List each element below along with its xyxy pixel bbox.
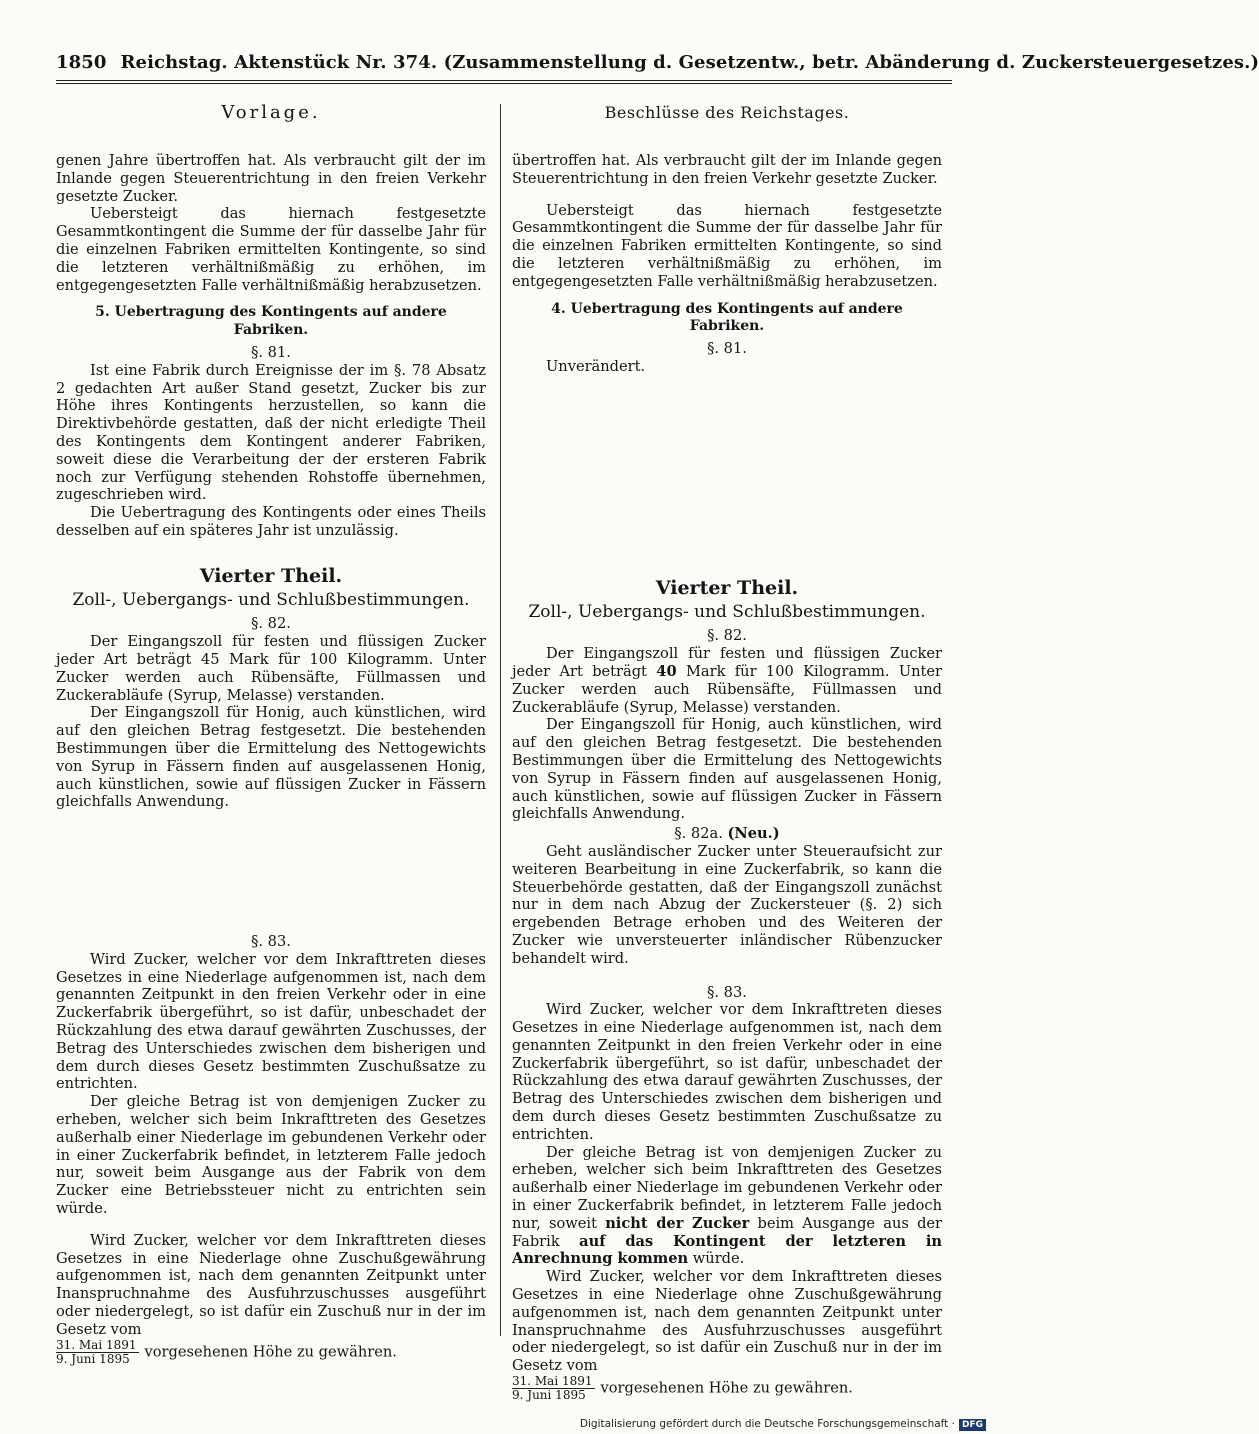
right-column bbox=[512, 104, 942, 1402]
page-number: 1850 bbox=[56, 52, 107, 73]
amended-text: nicht der Zucker bbox=[605, 1214, 750, 1232]
left-date-fraction: $\frac{\text{31. Mai 1891}}{\text{9. Juni 1895}}$ bbox=[56, 1337, 137, 1366]
left-part-subtitle: Zoll-, Uebergangs- und Schlußbestimmungen. bbox=[72, 589, 470, 610]
left-section-82: §. 82. bbox=[251, 615, 291, 633]
amended-text: auf das Kontingent der letzteren in Anrechnung kommen bbox=[512, 1232, 943, 1268]
right-paragraph: Wird Zucker, welcher vor dem Inkrafttreten dieses Gesetzes in eine Niederlage aufgenommen ist, nach dem genannten Zeitpunkt in den freien Verkehr oder in eine Zuckerfabrik übergeführt, so ist dafür, unbeschadet der Rückzahlung des etwa darauf gewährten Zuschusses, der Betrag des Unterschiedes zwischen dem bisherigen und dem durch dieses Gesetz bestimmten Zuschußsatze zu entrichten. bbox=[512, 1001, 942, 1143]
right-section-82: §. 82. bbox=[707, 627, 747, 645]
dfg-logo: DFG bbox=[959, 1419, 986, 1431]
left-paragraph: Der gleiche Betrag ist von demjenigen Zucker zu erheben, welcher sich beim Inkrafttreten des Gesetzes außerhalb einer Niederlage im gebundenen Verkehr oder in einer Zuckerfabrik befindet, in letzterem Falle jedoch nur, soweit beim Ausgange aus der Fabrik von dem Zucker eine Betriebssteuer nicht zu entrichten sein würde. bbox=[56, 1093, 486, 1218]
right-paragraph: Wird Zucker, welcher vor dem Inkrafttreten dieses Gesetzes in eine Niederlage ohne Zuschußgewährung aufgenommen ist, nach dem genannten Zeitpunkt unter Inanspruchnahme des Ausfuhrzuschusses ausgeführt oder niedergelegt, so ist dafür ein Zuschuß nur in der im Gesetz vom bbox=[512, 1268, 942, 1375]
digitization-credit: Digitalisierung gefördert durch die Deutsche Forschungsgemeinschaft · DFG bbox=[580, 1418, 986, 1431]
right-paragraph: Der gleiche Betrag ist von demjenigen Zucker zu erheben, welcher sich beim Inkrafttreten des Gesetzes außerhalb einer Niederlage im gebundenen Verkehr oder in einer Zuckerfabrik befindet, in letzterem Falle jedoch nur, soweit nicht der Zucker beim Ausgange aus der Fabrik auf das Kontingent der letzteren in Anrechnung kommen würde. bbox=[512, 1143, 943, 1268]
right-section-82a: §. 82a. (Neu.) bbox=[674, 825, 780, 843]
right-paragraph: Uebersteigt das hiernach festgesetzte Gesammtkontingent die Summe der für dasselbe Jahr für die einzelnen Fabriken ermittelten Kontingente, so sind die letzteren verhältnißmäßig zu erhöhen, im entgegengesetzten Falle verhältnißmäßig herabzusetzen. bbox=[512, 201, 942, 290]
header-title: Reichstag. Aktenstück Nr. 374. (Zusammenstellung d. Gesetzentw., betr. Abänderung d. Zuckersteuergesetzes.) bbox=[120, 52, 1259, 73]
right-subheading: 4. Uebertragung des Kontingents auf andere Fabriken. bbox=[551, 300, 903, 335]
right-section-83: §. 83. bbox=[707, 983, 747, 1001]
right-date-fraction: $\frac{\text{31. Mai 1891}}{\text{9. Juni 1895}}$ bbox=[512, 1374, 593, 1403]
right-date-line: $\frac{\text{31. Mai 1891}}{\text{9. Juni 1895}}$ vorgesehenen Höhe zu gewähren. bbox=[512, 1374, 853, 1403]
right-paragraph: übertroffen hat. Als verbraucht gilt der im Inlande gegen Steuerentrichtung in den freien Verkehr gesetzte Zucker. bbox=[512, 152, 942, 187]
header-rule bbox=[56, 80, 952, 81]
right-part-title: Vierter Theil. bbox=[655, 576, 799, 599]
left-column bbox=[56, 104, 486, 1366]
left-column-heading: Vorlage. bbox=[221, 102, 321, 123]
left-part-title: Vierter Theil. bbox=[199, 564, 343, 587]
left-paragraph: Wird Zucker, welcher vor dem Inkrafttreten dieses Gesetzes in eine Niederlage aufgenommen ist, nach dem genannten Zeitpunkt in den freien Verkehr oder in eine Zuckerfabrik übergeführt, so ist dafür, unbeschadet der Rückzahlung des etwa darauf gewährten Zuschusses, der Betrag des Unterschiedes zwischen dem bisherigen und dem durch dieses Gesetz bestimmten Zuschußsatze zu entrichten. bbox=[56, 950, 486, 1093]
left-paragraph: Die Uebertragung des Kontingents oder eines Theils desselben auf ein späteres Jahr ist unzulässig. bbox=[56, 504, 486, 539]
right-part-subtitle: Zoll-, Uebergangs- und Schlußbestimmungen. bbox=[528, 601, 926, 622]
column-divider bbox=[500, 104, 501, 1336]
right-column-heading: Beschlüsse des Reichstages. bbox=[604, 103, 850, 122]
left-paragraph: Ist eine Fabrik durch Ereignisse der im §. 78 Absatz 2 gedachten Art außer Stand gesetzt, Zucker bis zur Höhe ihres Kontingents herzustellen, so kann die Direktivbehörde gestatten, daß der nicht erledigte Theil des Kontingents dem Kontingent anderer Fabriken, soweit diese die Verarbeitung der der ersteren Fabrik noch zur Verfügung stehenden Rohstoffe übernehmen, zugeschrieben wird. bbox=[56, 361, 486, 504]
left-paragraph: genen Jahre übertroffen hat. Als verbraucht gilt der im Inlande gegen Steuerentrichtung in den freien Verkehr gesetzte Zucker. bbox=[56, 152, 486, 205]
left-section-81: §. 81. bbox=[251, 343, 291, 361]
right-paragraph: Der Eingangszoll für Honig, auch künstlichen, wird auf den gleichen Betrag festgesetzt. Die bestehenden Bestimmungen über die Ermittelung des Nettogewichts von Syrup in Fässern finden auf ausgelassenen Honig, auch künstlichen, sowie auf flüssigen Zucker in Fässern gleichfalls Anwendung. bbox=[512, 716, 942, 823]
left-paragraph: Der Eingangszoll für Honig, auch künstlichen, wird auf den gleichen Betrag festgesetzt. Die bestehenden Bestimmungen über die Ermittelung des Nettogewichts von Syrup in Fässern finden auf ausgelassenen Honig, auch künstlichen, sowie auf flüssigen Zucker in Fässern gleichfalls Anwendung. bbox=[56, 704, 486, 811]
left-section-83: §. 83. bbox=[251, 933, 291, 951]
page-header bbox=[56, 52, 1259, 73]
left-date-line: $\frac{\text{31. Mai 1891}}{\text{9. Juni 1895}}$ vorgesehenen Höhe zu gewähren. bbox=[56, 1337, 397, 1366]
right-paragraph: Der Eingangszoll für festen und flüssigen Zucker jeder Art beträgt 40 Mark für 100 Kilogramm. Unter Zucker werden auch Rübensäfte, Füllmassen und Zuckerabläufe (Syrup, Melasse) verstanden. bbox=[512, 645, 943, 716]
left-paragraph: Uebersteigt das hiernach festgesetzte Gesammtkontingent die Summe der für dasselbe Jahr für die einzelnen Fabriken ermittelten Kontingente, so sind die letzteren verhältnißmäßig zu erhöhen, im entgegengesetzten Falle verhältnißmäßig herabzusetzen. bbox=[56, 205, 486, 294]
changed-amount: 40 bbox=[656, 662, 677, 680]
header-rule-2 bbox=[56, 83, 952, 84]
right-section-81: §. 81. bbox=[707, 340, 747, 358]
left-paragraph: Wird Zucker, welcher vor dem Inkrafttreten dieses Gesetzes in eine Niederlage ohne Zuschußgewährung aufgenommen ist, nach dem genannten Zeitpunkt unter Inanspruchnahme des Ausfuhrzuschusses ausgeführt oder niedergelegt, so ist dafür ein Zuschuß nur in der im Gesetz vom bbox=[56, 1231, 486, 1338]
right-paragraph: Geht ausländischer Zucker unter Steueraufsicht zur weiteren Bearbeitung in eine Zuckerfabrik, so kann die Steuerbehörde gestatten, daß der Eingangszoll zunächst nur in dem nach Abzug der Zuckersteuer (§. 2) sich ergebenden Betrage erhoben und des Weiteren der Zucker wie unversteuerter inländischer Rübenzucker behandelt wird. bbox=[512, 842, 942, 967]
left-subheading: 5. Uebertragung des Kontingents auf andere Fabriken. bbox=[95, 304, 447, 339]
left-paragraph: Der Eingangszoll für festen und flüssigen Zucker jeder Art beträgt 45 Mark für 100 Kilogramm. Unter Zucker werden auch Rübensäfte, Füllmassen und Zuckerabläufe (Syrup, Melasse) verstanden. bbox=[56, 633, 486, 704]
right-paragraph: Unverändert. bbox=[546, 357, 646, 375]
